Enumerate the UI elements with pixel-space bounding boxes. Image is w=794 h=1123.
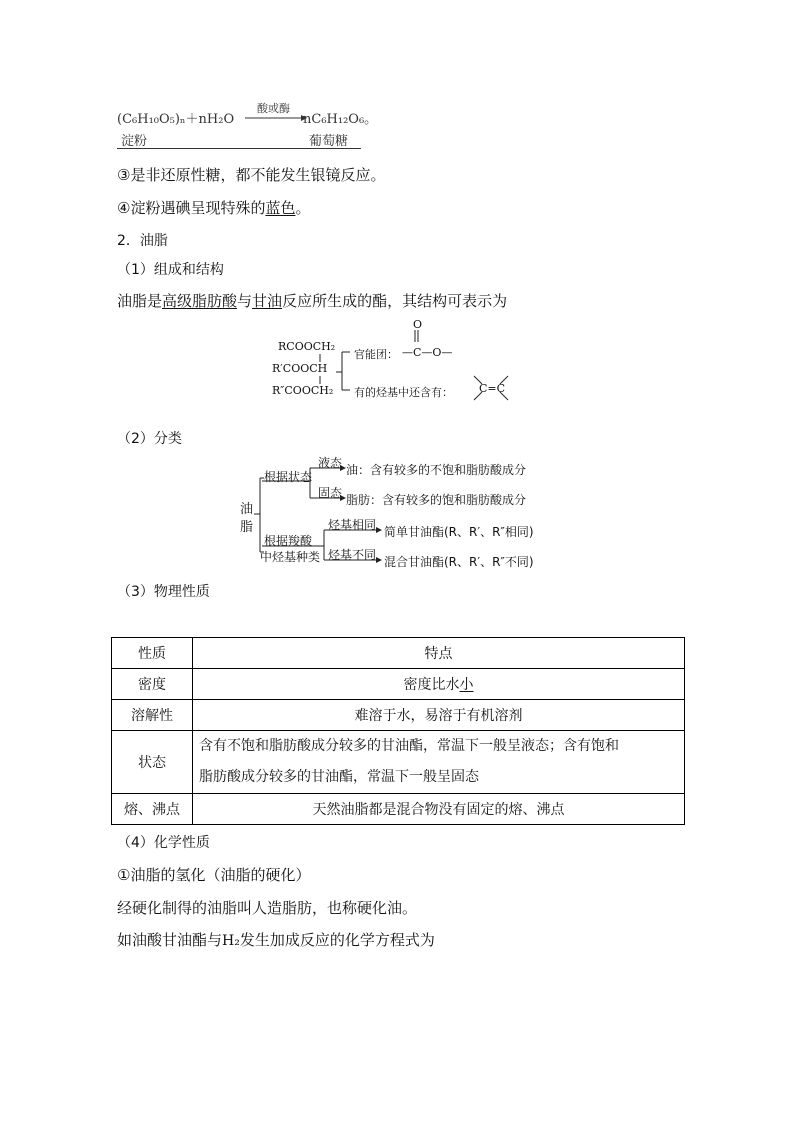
- section-heading: 2．油脂: [117, 233, 168, 249]
- hydrogenation-heading: ①油脂的氢化（油脂的硬化）: [117, 866, 311, 884]
- equation-condition: 酸或酶: [257, 102, 290, 115]
- highlight-small: 小: [459, 677, 474, 693]
- solubility-name: 溶解性: [112, 700, 193, 731]
- by-acid-label-2: 中烃基种类: [260, 550, 321, 564]
- double-bond: C=C: [479, 382, 506, 395]
- highlight-glycerol: 甘油: [252, 292, 283, 310]
- table-row: [112, 794, 685, 825]
- starch-point-3: ③是非还原性糖，都不能发生银镜反应。: [117, 166, 386, 184]
- subheading-classification: （2）分类: [117, 431, 182, 447]
- subheading-composition: （1）组成和结构: [117, 262, 224, 278]
- carbonyl-oxygen: O: [413, 318, 423, 331]
- by-state-label: 根据状态: [264, 470, 313, 484]
- density-value: 密度比水小: [193, 669, 685, 700]
- starch-point-4: ④淀粉遇碘呈现特殊的蓝色。: [117, 199, 311, 217]
- different-hydrocarbon-label: 烃基不同: [328, 548, 377, 562]
- table-row: [112, 731, 685, 794]
- liquid-label: 液态: [318, 456, 343, 470]
- table-header-property: 性质: [112, 638, 193, 669]
- physical-properties-table: [111, 637, 685, 825]
- hydrocarbon-label: 有的烃基中还含有：: [354, 386, 453, 399]
- hydrogenation-desc: 经硬化制得的油脂叫人造脂肪，也称硬化油。: [117, 899, 418, 917]
- melting-point-value: 天然油脂都是混合物没有固定的熔、沸点: [193, 794, 685, 825]
- classification-diagram: [240, 456, 560, 572]
- fat-description: 脂肪：含有较多的饱和脂肪酸成分: [346, 493, 527, 507]
- melting-point-name: 熔、沸点: [112, 794, 193, 825]
- subheading-physical: （3）物理性质: [117, 584, 210, 600]
- equation-reactant: (C₆H₁₀O₅)ₙ＋nH₂O: [117, 112, 235, 127]
- structure-row-1: RCOOCH₂: [278, 340, 336, 353]
- density-name: 密度: [112, 669, 193, 700]
- structure-row-3: R″COOCH₂: [272, 384, 334, 397]
- ester-group: —C—O—: [402, 346, 453, 359]
- by-acid-label-1: 根据羧酸: [264, 534, 313, 548]
- state-value: 含有不饱和脂肪酸成分较多的甘油酯，常温下一般呈液态；含有饱和 脂肪酸成分较多的甘油酯，常温下一般呈固态: [193, 731, 685, 794]
- functional-group-label: 官能团：: [354, 348, 398, 361]
- table-row: [112, 638, 685, 669]
- equation-arrow: [245, 114, 307, 122]
- state-name: 状态: [112, 731, 193, 794]
- solubility-value: 难溶于水，易溶于有机溶剂: [193, 700, 685, 731]
- equation-underline: [117, 148, 361, 149]
- equation-intro: 如油酸甘油酯与H₂发生加成反应的化学方程式为: [117, 931, 435, 949]
- solid-label: 固态: [318, 486, 343, 500]
- simple-glyceride: 简单甘油酯(R、R′、R″相同): [384, 525, 534, 539]
- table-row: [112, 669, 685, 700]
- subheading-chemical: （4）化学性质: [117, 835, 210, 851]
- root-char-1: 油: [240, 502, 254, 517]
- hydrolysis-equation: [117, 100, 378, 150]
- table-row: [112, 700, 685, 731]
- equation-product: nC₆H₁₂O₆。: [303, 112, 378, 127]
- oil-description: 油：含有较多的不饱和脂肪酸成分: [346, 463, 527, 477]
- highlight-fatty-acid: 高级脂肪酸: [162, 292, 238, 310]
- structure-diagram: [272, 318, 522, 404]
- label-glucose: 葡萄糖: [309, 134, 349, 149]
- structure-row-2: R′COOCH: [272, 362, 328, 375]
- label-starch: 淀粉: [121, 134, 148, 149]
- mixed-glyceride: 混合甘油酯(R、R′、R″不同): [384, 555, 534, 569]
- same-hydrocarbon-label: 烃基相同: [328, 518, 377, 532]
- highlight-blue: 蓝色: [265, 199, 296, 217]
- oil-definition: 油脂是高级脂肪酸与甘油反应所生成的酯，其结构可表示为: [117, 292, 508, 310]
- root-char-2: 脂: [240, 520, 254, 535]
- table-header-feature: 特点: [193, 638, 685, 669]
